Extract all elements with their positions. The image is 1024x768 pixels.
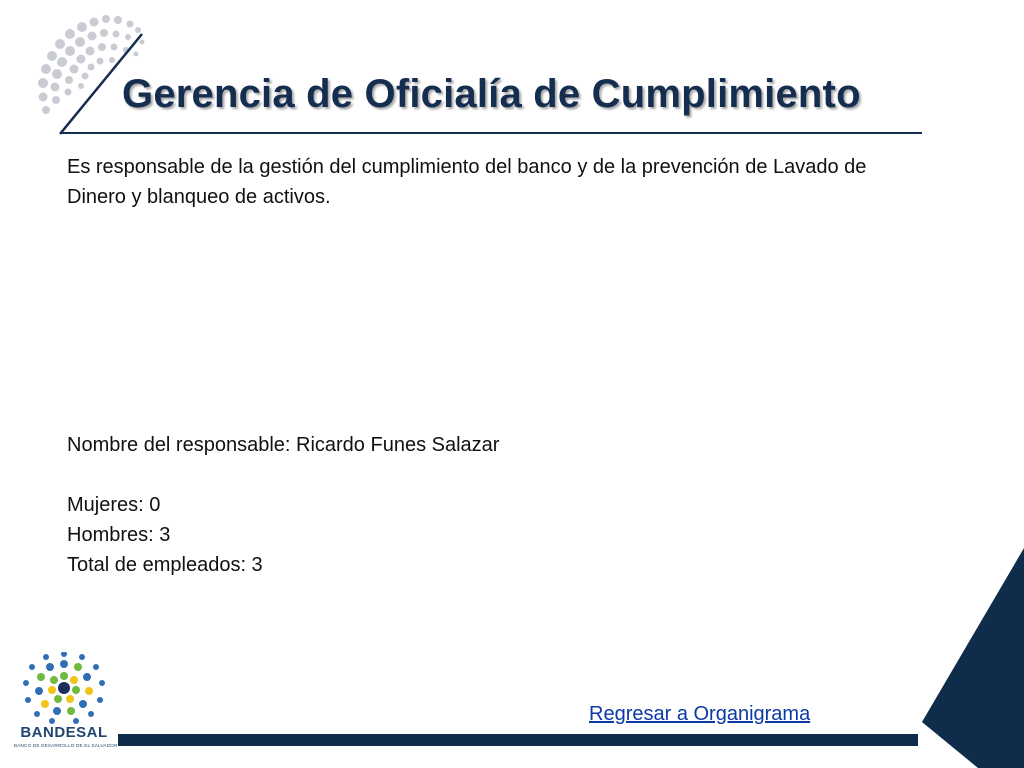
bandesal-logo	[14, 652, 118, 764]
responsable-name: Nombre del responsable: Ricardo Funes Salazar	[67, 434, 500, 456]
department-description: Es responsable de la gestión del cumplimiento del banco y de la prevención de Lavado de Dinero y blanqueo de activos.	[67, 156, 867, 208]
page-title: Gerencia de Oficialía de Cumplimiento	[122, 72, 861, 116]
logo-name: BANDESAL	[20, 724, 108, 741]
bottom-bar	[118, 734, 918, 746]
navy-corner-triangle-icon	[888, 548, 1024, 768]
title-underline	[60, 132, 922, 134]
stat-mujeres: Mujeres: 0	[67, 494, 161, 516]
back-to-organigrama-link[interactable]: Regresar a Organigrama	[589, 703, 811, 725]
stat-total: Total de empleados: 3	[67, 554, 263, 576]
stat-hombres: Hombres: 3	[67, 524, 171, 546]
logo-tagline: BANCO DE DESARROLLO DE EL SALVADOR	[14, 743, 118, 748]
bandesal-emblem-icon	[14, 652, 114, 724]
employee-stats	[67, 490, 263, 580]
